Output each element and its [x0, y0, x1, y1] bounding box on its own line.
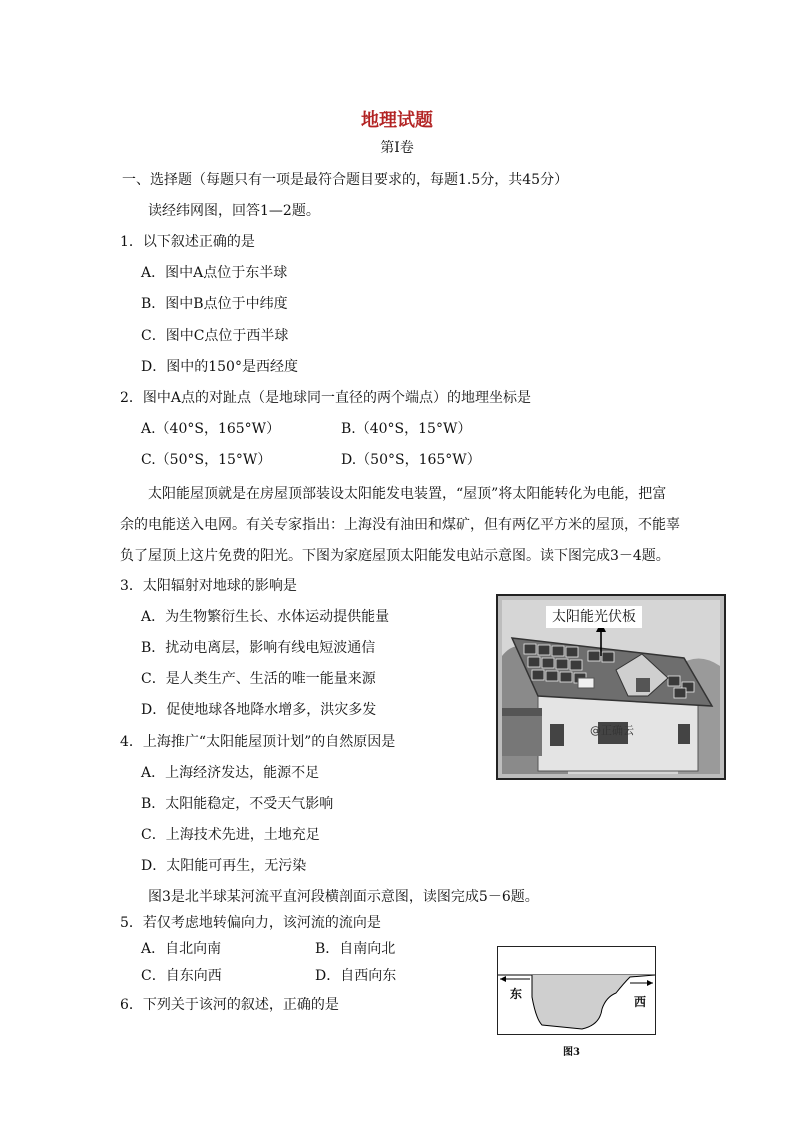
question-5-option-b: B．自南向北 [315, 941, 396, 957]
passage-line-2: 余的电能送入电网。有关专家指出：上海没有油田和煤矿，但有两亿平方米的屋顶，不能辜 [120, 517, 680, 533]
question-2-option-c: C.（50°S，15°W） [141, 452, 272, 468]
question-4-option-d: D．太阳能可再生，无污染 [141, 858, 307, 874]
question-5-option-a: A．自北向南 [141, 941, 222, 957]
question-4-option-b: B．太阳能稳定，不受天气影响 [141, 796, 334, 812]
solar-roof-figure [496, 594, 726, 780]
question-2-option-d: D.（50°S，165°W） [341, 452, 481, 468]
question-1-stem: 1．以下叙述正确的是 [120, 234, 255, 250]
question-5-option-c: C．自东向西 [141, 968, 222, 984]
question-4-option-a: A．上海经济发达，能源不足 [141, 765, 320, 781]
east-label: 东 [510, 987, 523, 1001]
question-6-stem: 6．下列关于该河的叙述，正确的是 [120, 997, 339, 1013]
question-2-option-b: B.（40°S，15°W） [341, 421, 472, 437]
passage-line-1: 太阳能屋顶就是在房屋顶部装设太阳能发电装置，“屋顶”将太阳能转化为电能，把富 [148, 486, 667, 502]
river-cross-section-figure [497, 946, 656, 1035]
question-1-option-b: B．图中B点位于中纬度 [141, 296, 288, 312]
question-3-option-a: A．为生物繁衍生长、水体运动提供能量 [141, 609, 390, 625]
watermark-text: @正确云 [590, 724, 634, 737]
question-5-option-d: D．自西向东 [315, 968, 397, 984]
question-1-option-a: A．图中A点位于东半球 [141, 265, 288, 281]
passage-line-3: 负了屋顶上这片免费的阳光。下图为家庭屋顶太阳能发电站示意图。读下图完成3－4题。 [120, 548, 670, 564]
question-2-option-a: A.（40°S，165°W） [141, 421, 281, 437]
intro-q1-2: 读经纬网图，回答1—2题。 [148, 203, 320, 219]
question-5-stem: 5．若仅考虑地转偏向力，该河流的流向是 [120, 915, 381, 931]
figure-3-caption: 图3 [563, 1047, 580, 1058]
question-2-stem: 2．图中A点的对趾点（是地球同一直径的两个端点）的地理坐标是 [120, 390, 532, 406]
west-label: 西 [634, 995, 647, 1009]
question-4-stem: 4．上海推广“太阳能屋顶计划”的自然原因是 [120, 734, 396, 750]
question-1-option-c: C．图中C点位于西半球 [141, 328, 289, 344]
question-3-option-d: D．促使地球各地降水增多，洪灾多发 [141, 702, 377, 718]
question-3-option-b: B．扰动电离层，影响有线电短波通信 [141, 640, 376, 656]
question-3-stem: 3．太阳辐射对地球的影响是 [120, 578, 297, 594]
question-4-option-c: C．上海技术先进，土地充足 [141, 827, 320, 843]
intro-q5-6: 图3是北半球某河流平直河段横剖面示意图，读图完成5－6题。 [148, 889, 539, 905]
volume-label: 第I卷 [380, 140, 414, 156]
question-1-option-d: D．图中的150°是西经度 [141, 359, 298, 375]
page-title: 地理试题 [361, 110, 433, 131]
solar-panel-label: 太阳能光伏板 [546, 606, 642, 628]
question-3-option-c: C．是人类生产、生活的唯一能量来源 [141, 671, 376, 687]
section-heading: 一、选择题（每题只有一项是最符合题目要求的，每题1.5分，共45分） [122, 172, 569, 188]
